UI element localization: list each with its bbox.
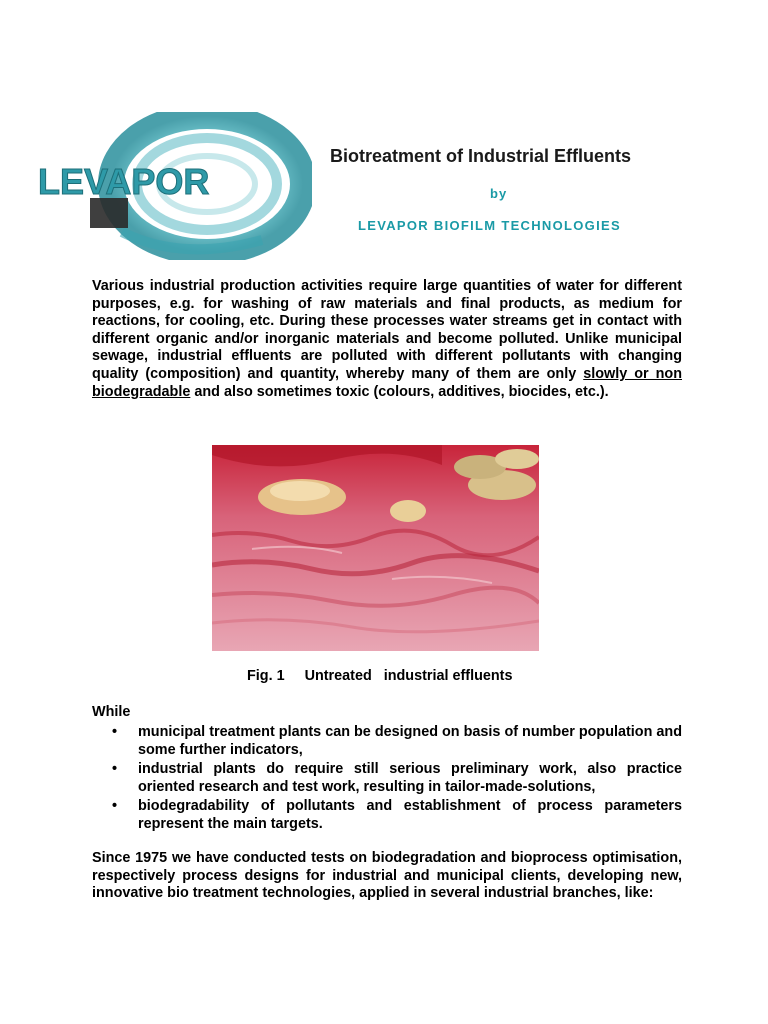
levapor-swirl-logo <box>32 112 312 260</box>
bullet-list <box>112 724 682 836</box>
page-title: Biotreatment of Industrial Effluents <box>330 146 632 166</box>
effluent-photo <box>212 445 539 651</box>
list-item <box>112 761 682 796</box>
logo-text: LEVAPOR <box>38 161 210 202</box>
figure-caption: Fig. 1 Untreated industrial effluents <box>247 668 513 684</box>
closing-paragraph: Since 1975 we have conducted tests on biodegradation and bioprocess optimisation, respectively process designs for industrial and municipal clients, developing new, innovative bio treatment technologies, applied in several industrial branches, like: <box>92 850 682 902</box>
bullet-icon: • <box>112 724 118 740</box>
company-name: LEVAPOR BIOFILM TECHNOLOGIES <box>358 218 621 233</box>
intro-paragraph <box>92 278 682 401</box>
levapor-logo <box>32 112 312 260</box>
list-item-text: biodegradability of pollutants and establishment of process parameters represent the main targets. <box>138 798 682 832</box>
list-item-text: industrial plants do require still serious preliminary work, also practice oriented research and test work, resulting in tailor-made-solutions, <box>138 761 682 795</box>
list-lead: While <box>92 704 131 720</box>
intro-text: Various industrial production activities require large quantities of water for different purposes, e.g. for washing of raw materials and final products, as medium for reactions, for cooling, etc. During these processes water streams get in contact with different organic and/or inorganic materials and become polluted. Unlike municipal sewage, industrial effluents are polluted with different pollutants with changing quality (composition) and quantity, whereby many of them are only <box>92 278 682 382</box>
bullet-icon: • <box>112 761 118 778</box>
bullet-icon: • <box>112 798 118 815</box>
byline: by <box>490 186 508 201</box>
list-item-text: municipal treatment plants can be designed on basis of number population and some further indicators, <box>138 724 682 758</box>
effluent-photo-image <box>212 445 539 651</box>
list-item <box>112 724 682 759</box>
intro-text-end: and also sometimes toxic (colours, additives, biocides, etc.). <box>190 383 609 400</box>
underlined-phrase: slowly or non biodegradable <box>92 365 683 400</box>
list-item <box>112 798 682 833</box>
